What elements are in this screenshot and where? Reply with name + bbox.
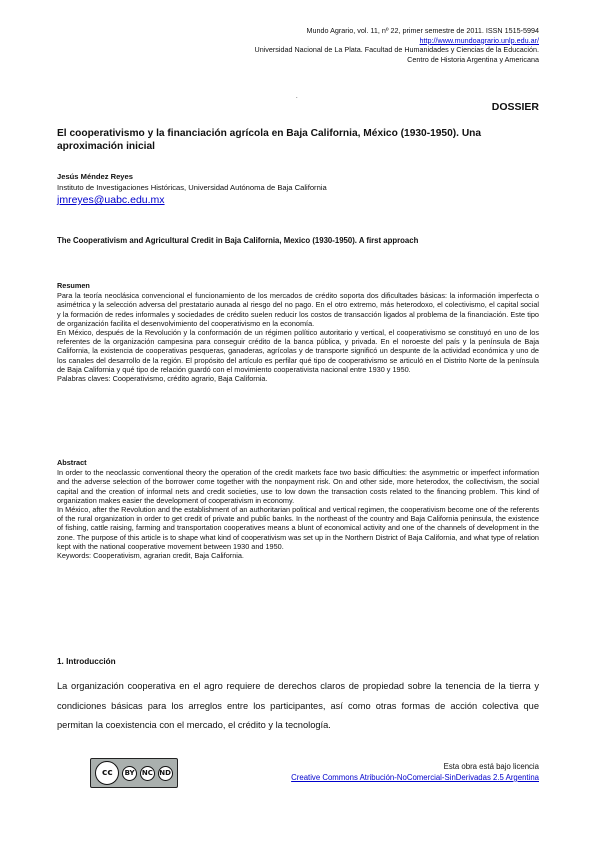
abstract-section [57,458,539,560]
licence-note [291,761,539,783]
licence-link[interactable]: Creative Commons Atribución-NoComercial-SinDerivadas 2.5 Argentina [291,773,539,782]
resumen-paragraph: En México, después de la Revolución y la conformación de un régimen político autoritario y vertical, el cooperativismo se constituyó en uno de los referentes de la organización campesina para conseguir crédito de la banca pública, y privada. En el noroeste del país y la península de Baja California, la existencia de cooperativas pesqueras, ganaderas, agrícolas y de transporte significó un despunte de la actividad económica y uno de los canales del desarrollo de la región. El propósito del artículo es perfilar qué tipo de cooperativismo se articuló en el Distrito Norte de la península de Baja California y qué tipo de relación guardó con el movimiento cooperativista nacional entre 1930 y 1950. [57,328,539,374]
nc-icon: NC [140,766,155,781]
author-email-link[interactable]: jmreyes@uabc.edu.mx [57,194,165,206]
abstract-paragraph: In order to the neoclassic conventional theory the operation of the credit markets face two basic difficulties: the asymmetric or imperfect information and the adverse selection of the borrower come together with the nonpayment risk. On and other side, more heterodox, the collectivism, the social capital and the creation of informal nets and credit societies, use to low down the transaction costs related to the financing problem. This kind of organization makes easier the development of cooperativism in economy. [57,468,539,505]
by-icon: BY [122,766,137,781]
abstract-keywords: Keywords: Cooperativism, agrarian credit, Baja California. [57,551,244,561]
section-label: DOSSIER [491,101,539,113]
journal-citation: Mundo Agrario, vol. 11, nº 22, primer semestre de 2011. ISSN 1515-5994 [306,26,539,35]
licence-text: Esta obra está bajo licencia [443,762,539,771]
university-line: Universidad Nacional de La Plata. Facultad de Humanidades y Ciencias de la Educación. [254,45,539,55]
resumen-paragraph: Para la teoría neoclásica convencional el funcionamiento de los mercados de crédito soporta dos dificultades básicas: la información imperfecta o asimétrica y la selección adversa del prestatario aunada al riesgo del no pago. En el otro extremo, más heterodoxo, el colectivismo, el capital social y la formación de redes informales y sociedades de crédito suelen reducir los costos de transacción ligados al problema de la financiación. Este tipo de organización facilita el desenvolvimiento del cooperativismo en la economía. [57,291,539,328]
intro-paragraph: La organización cooperativa en el agro requiere de derechos claros de propiedad sobre la tenencia de la tierra y condiciones básicas para los arreglos entre los participantes, así como otras formas de acción colectiva que permitan la coexistencia con el mercado, el crédito y la tecnología. [57,681,539,731]
intro-heading: 1. Introducción [57,657,116,666]
author-affiliation: Instituto de Investigaciones Históricas, Universidad Autónoma de Baja California [57,183,327,192]
abstract-paragraph: In México, after the Revolution and the establishment of an authoritarian political and vertical regimen, the cooperativism become one of the referents of the rural organization in order to get credit of private and public banks. In the northeast of the country and Baja California peninsula, the existence of fishing, cattle raising, farming and transportation cooperatives means a blunt of economical activity and one of the channels of development in the zone. The purpose of this article is to shape what kind of cooperativism was set up in the Northern District of Baja California, and what type of relation kept with the national cooperative movement between 1930 and 1950. [57,505,539,551]
resumen-keywords: Palabras claves: Cooperativismo, crédito agrario, Baja California. [57,374,268,384]
cc-icon: cc [95,761,119,785]
english-title: The Cooperativism and Agricultural Credit in Baja California, Mexico (1930-1950). A first approach [57,236,419,245]
resumen-heading: Resumen [57,281,90,290]
centre-line: Centro de Historia Argentina y Americana [407,54,539,64]
separator-dot: . [296,94,298,100]
journal-header [255,26,539,64]
resumen-section [57,281,539,383]
cc-license-badge[interactable] [90,758,178,788]
journal-url-link[interactable]: http://www.mundoagrario.unlp.edu.ar/ [419,35,539,45]
abstract-heading: Abstract [57,458,87,467]
nd-icon: ND [158,766,173,781]
author-name: Jesús Méndez Reyes [57,172,133,181]
article-title: El cooperativismo y la financiación agrícola en Baja California, México (1930-1950). Una aproximación inicial [57,128,482,152]
